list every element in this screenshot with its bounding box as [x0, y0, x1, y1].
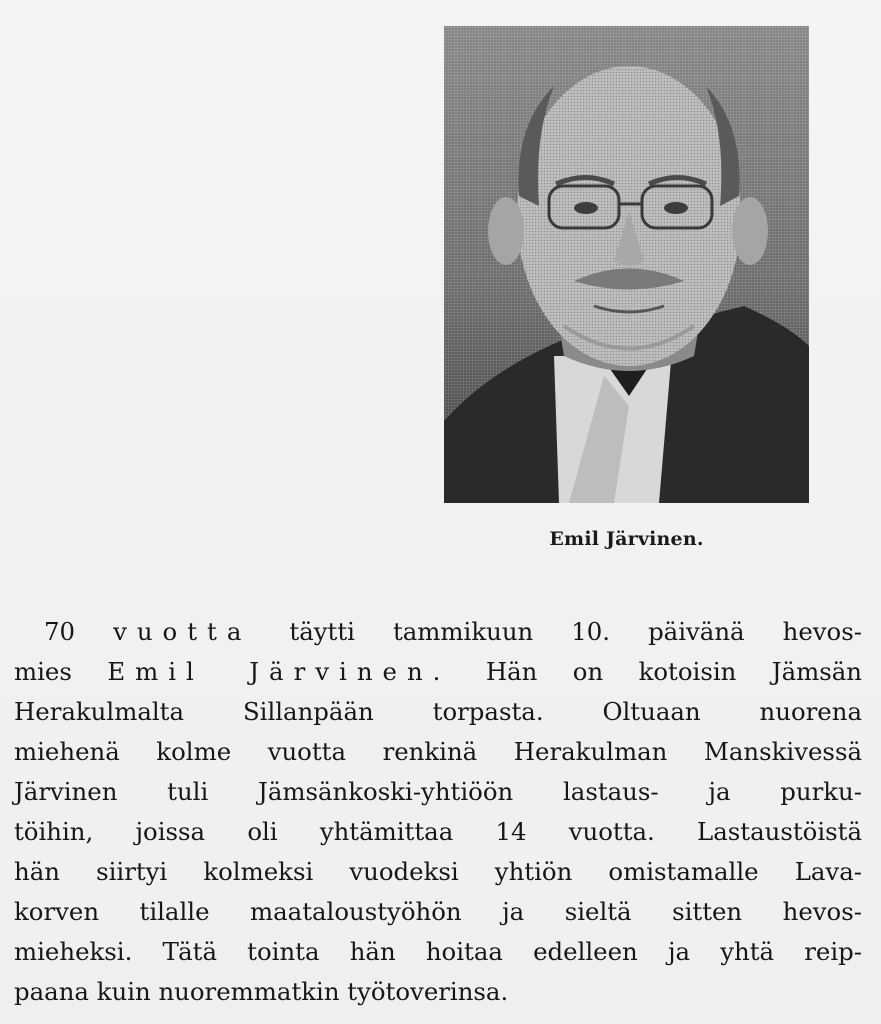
article-line-7: hän siirtyi kolmeksi vuodeksi yhtiön omistamalle Lava- [14, 857, 862, 886]
article-line-10: paana kuin nuoremmatkin työtoverinsa. [14, 977, 509, 1006]
article-line-4: miehenä kolme vuotta renkinä Herakulman Manskivessä [14, 737, 862, 766]
portrait-illustration [444, 26, 809, 503]
article-line-3: Herakulmalta Sillanpään torpasta. Oltuaan nuorena [14, 697, 862, 726]
article-line-1 [14, 612, 862, 652]
portrait-photo-icon [444, 26, 809, 503]
age-number: 70 [44, 617, 76, 646]
spaced-word: vuotta [113, 617, 252, 646]
line-text: Hän on kotoisin Jämsän [485, 657, 862, 686]
person-name-spaced: Emil Järvinen. [107, 657, 451, 686]
photo-caption: Emil Järvinen. [549, 528, 704, 550]
article-line-9: mieheksi. Tätä tointa hän hoitaa edelleen ja yhtä reip- [14, 937, 862, 966]
article-line-2 [14, 652, 862, 692]
article-line-5: Järvinen tuli Jämsänkoski-yhtiöön lastaus- ja purku- [14, 777, 862, 806]
article-line-6: töihin, joissa oli yhtämittaa 14 vuotta. Lastaustöistä [14, 817, 862, 846]
article-line-8: korven tilalle maataloustyöhön ja sieltä sitten hevos- [14, 897, 862, 926]
article-body [14, 612, 862, 1012]
line-lead: mies [14, 657, 72, 686]
line-text: täytti tammikuun 10. päivänä hevos- [289, 617, 862, 646]
